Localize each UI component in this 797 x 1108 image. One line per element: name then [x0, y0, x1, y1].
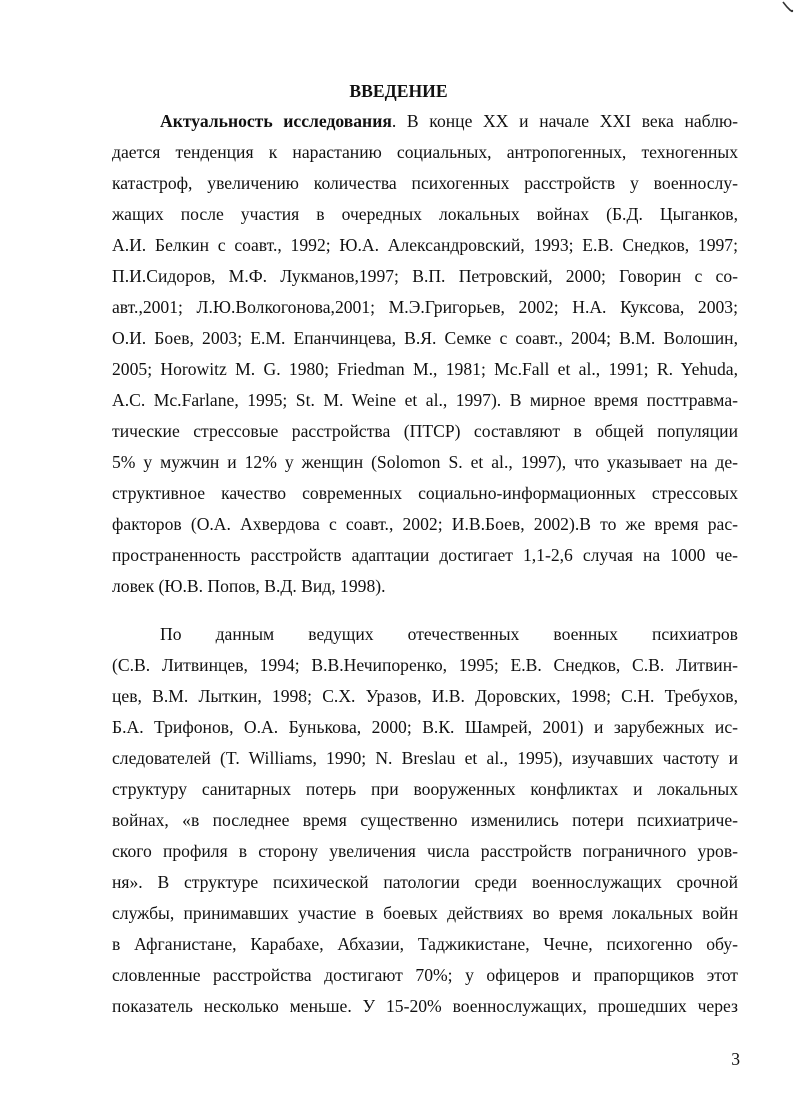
paragraph-line: (С.В. Литвинцев, 1994; В.В.Нечипоренко, 1995; Е.В. Снедков, С.В. Литвин- [112, 655, 738, 675]
paragraph-line: А.И. Белкин с соавт., 1992; Ю.А. Александровский, 1993; Е.В. Снедков, 1997; [112, 235, 738, 255]
paragraph-line: жащих после участия в очередных локальных войнах (Б.Д. Цыганков, [112, 204, 738, 224]
paragraph-military-data [112, 619, 738, 1022]
paragraph-line: показатель несколько меньше. У 15-20% военнослужащих, прошедших через [112, 996, 738, 1016]
paragraph-line: П.И.Сидоров, М.Ф. Лукманов,1997; В.П. Петровский, 2000; Говорин с со- [112, 266, 738, 286]
paragraph-line: войнах, «в последнее время существенно изменились потери психиатриче- [112, 810, 738, 830]
paragraph-line: 2005; Horowitz M. G. 1980; Friedman M., 1981; Mc.Fall et al., 1991; R. Yehuda, [112, 359, 738, 379]
paragraph-line: словленные расстройства достигают 70%; у офицеров и прапорщиков этот [112, 965, 738, 985]
paragraph-line: пространенность расстройств адаптации достигает 1,1-2,6 случая на 1000 че- [112, 545, 738, 565]
paragraph-line: A.C. Mc.Farlane, 1995; St. M. Weine et al., 1997). В мирное время посттравма- [112, 390, 738, 410]
paragraph-line: структуру санитарных потерь при вооруженных конфликтах и локальных [112, 779, 738, 799]
paragraph-line [112, 106, 738, 137]
paragraph-line: факторов (О.А. Ахвердова с соавт., 2002; И.В.Боев, 2002).В то же время рас- [112, 514, 738, 534]
paragraph-line: тические стрессовые расстройства (ПТСР) составляют в общей популяции [112, 421, 738, 441]
paragraph-line: ловек (Ю.В. Попов, В.Д. Вид, 1998). [112, 576, 386, 596]
paragraph-line: структивное качество современных социально-информационных стрессовых [112, 483, 738, 503]
paragraph-line: катастроф, увеличению количества психогенных расстройств у военнослу- [112, 173, 738, 193]
paragraph-line: ня». В структуре психической патологии среди военнослужащих срочной [112, 872, 738, 892]
lead-text: . В конце XX и начале XXI века наблю- [391, 111, 738, 131]
paragraph-line: следователей (T. Williams, 1990; N. Breslau et al., 1995), изучавших частоту и [112, 748, 738, 768]
scan-mark-icon [781, 0, 795, 14]
page-title: ВВЕДЕНИЕ [349, 81, 448, 101]
lead-bold-text: Актуальность исследования [160, 111, 392, 131]
paragraph-line: цев, В.М. Лыткин, 1998; С.Х. Уразов, И.В. Доровских, 1998; С.Н. Требухов, [112, 686, 738, 706]
paragraph-line: Б.А. Трифонов, О.А. Бунькова, 2000; В.К. Шамрей, 2001) и зарубежных ис- [112, 717, 738, 737]
paragraph-line: О.И. Боев, 2003; Е.М. Епанчинцева, В.Я. Семке с соавт., 2004; В.М. Волошин, [112, 328, 738, 348]
paragraph-line: авт.,2001; Л.Ю.Волкогонова,2001; М.Э.Григорьев, 2002; Н.А. Куксова, 2003; [112, 297, 738, 317]
paragraph-relevance [112, 106, 738, 602]
paragraph-line: По данным ведущих отечественных военных психиатров [160, 624, 738, 644]
paragraph-line: службы, принимавших участие в боевых действиях во время локальных войн [112, 903, 738, 923]
page-number: 3 [731, 1049, 740, 1069]
paragraph-line: в Афганистане, Карабахе, Абхазии, Таджикистане, Чечне, психогенно обу- [112, 934, 738, 954]
paragraph-line: ского профиля в сторону увеличения числа расстройств пограничного уров- [112, 841, 738, 861]
paragraph-line: дается тенденция к нарастанию социальных, антропогенных, техногенных [112, 142, 738, 162]
paragraph-line: 5% у мужчин и 12% у женщин (Solomon S. et al., 1997), что указывает на де- [112, 452, 738, 472]
